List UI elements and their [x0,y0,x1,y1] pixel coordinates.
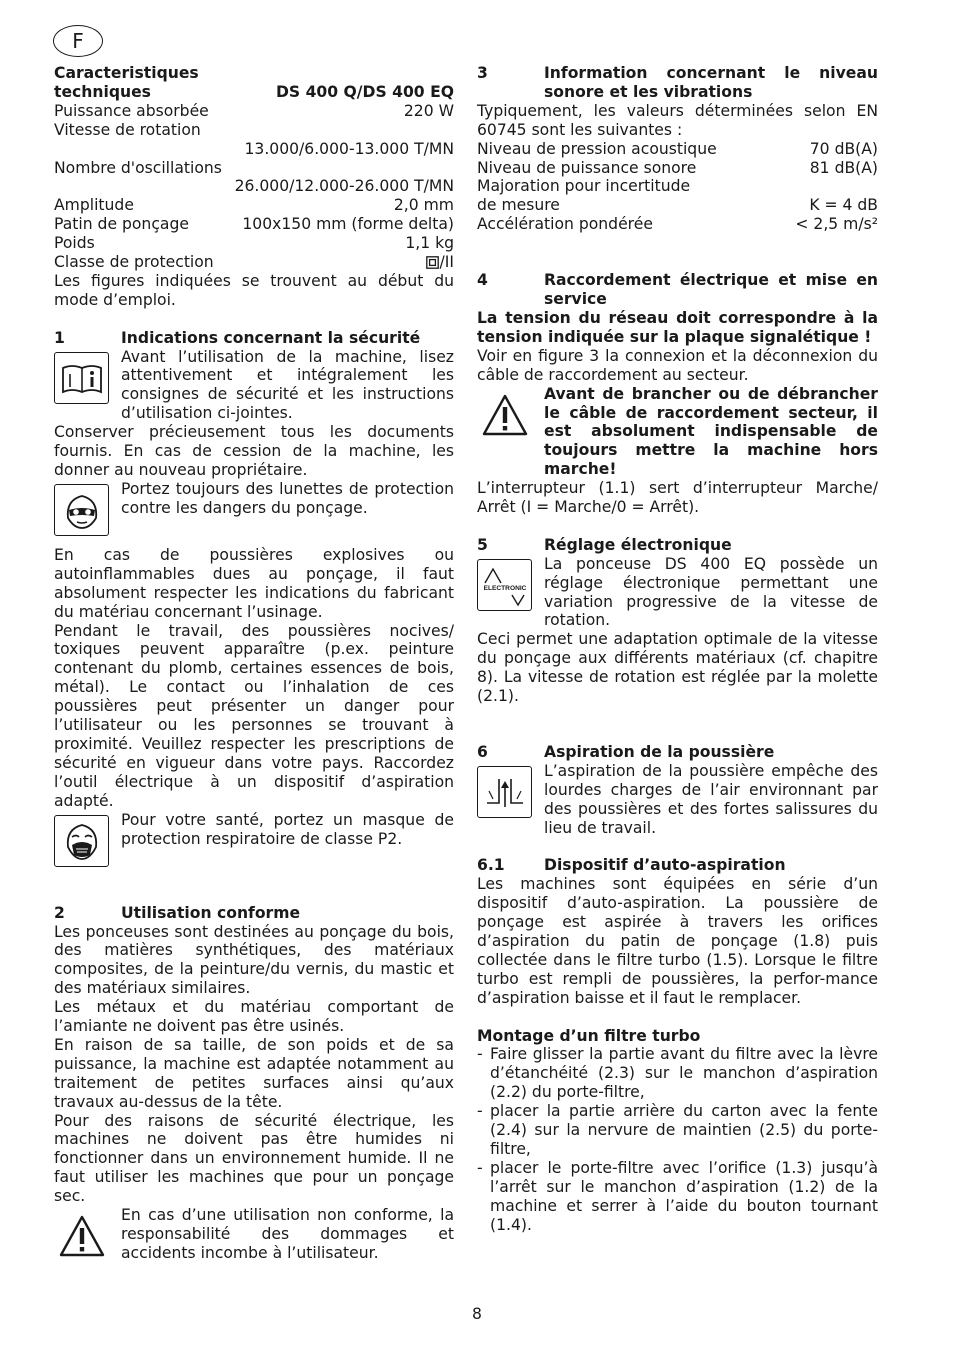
paragraph: Pour des raisons de sécurité électrique, les machines ne doivent pas être humides ni fonctionner dans un environnement humide. Il ne faut utiliser les machines que pour un ponçage sec. [54,1111,454,1206]
section-heading [477,743,878,762]
read-manual-icon [54,352,109,404]
spec-row-pad [54,215,454,234]
respirator-mask-icon [54,815,109,867]
paragraph: En cas de poussières explosives ou autoinflammables dues au ponçage, il faut absolument respecter les indications du fabricant du matériau concernant l’usinage. [54,545,454,621]
spec-label: Puissance absorbée [54,101,209,120]
specs-model: DS 400 Q/DS 400 EQ [275,82,454,101]
electronic-control-icon [477,559,532,611]
paragraph: La ponceuse DS 400 EQ possède un réglage électronique permettant une variation progressive de la vitesse de rotation. [544,554,878,630]
spec-value: 100x150 mm (forme delta) [242,215,454,234]
noise-label: de mesure [477,196,560,215]
list-item-text: Faire glisser la partie avant du filtre avec la lèvre d’étanchéité (2.3) sur le manchon d’aspiration (2.2) du porte-filtre, [490,1045,878,1102]
goggles-block [54,480,454,536]
noise-value: < 2,5 m/s² [795,215,878,234]
noise-row [477,140,878,159]
paragraph: Les ponceuses sont destinées au ponçage du bois, des matières synthétiques, des matériaux composites, de la peinture/du vernis, du mastic et des matériaux similaires. [54,922,454,998]
spec-label-speed: Vitesse de rotation [54,120,201,139]
safety-goggles-icon [54,484,109,536]
paragraph: En cas d’une utilisation non conforme, la responsabilité des dommages et accidents incombe à l’utilisateur. [121,1206,454,1262]
paragraph: Les métaux et du matériau comportant de l’amiante ne doivent pas être usinés. [54,998,454,1036]
section-number: 1 [54,328,65,347]
section-heading [477,536,878,555]
paragraph: Ceci permet une adaptation optimale de la vitesse du ponçage aux différents matériaux (cf. chapitre 8). La vitesse de rotation est réglée par la molette (2.1). [477,630,878,706]
right-column [477,64,878,1235]
paragraph: En raison de sa taille, de son poids et de sa puissance, la machine est adaptée notamment au traitement de petites surfaces ainsi qu’aux travaux au-dessus de la tête. [54,1035,454,1111]
noise-label: Majoration pour incertitude [477,177,691,196]
section-heading [477,271,878,309]
paragraph: L’interrupteur (1.1) sert d’interrupteur Marche/ Arrêt (I = Marche/0 = Arrêt). [477,479,878,517]
paragraph-bold: Avant de brancher ou de débrancher le câble de raccordement secteur, il est absolument indispensable de toujours mettre la machine hors marche! [544,384,878,479]
spec-row-weight [54,234,454,253]
spec-value-osc: 26.000/12.000-26.000 T/MN [234,177,454,196]
spec-value: /II [439,253,454,272]
section-heading [477,64,878,102]
section-title: Réglage électronique [544,535,732,554]
specs-title-2: techniques [54,82,151,101]
list-item: - placer le porte-filtre avec l’orifice (1.3) jusqu’à l’arrêt sur le manchon d’aspiration (1.2) de la machine et serrer à l’aide du bouton tournant (1.4). [477,1158,878,1234]
section-heading [54,329,454,348]
paragraph: Pendant le travail, des poussières nocives/ toxiques peuvent apparaître (p.ex. peinture contenant du plomb, certaines essences de bois, métal). Le contact ou l’inhalation de ces poussières peut présenter un danger pour l’utilisateur ou les personnes se trouvant à proximité. Veuillez respecter les prescriptions de sécurité en vigueur dans votre pays. Raccordez l’outil électrique à un dispositif d’aspiration adapté. [54,621,454,810]
paragraph: Typiquement, les valeurs déterminées selon EN 60745 sont les suivantes : [477,101,878,139]
paragraph: Voir en figure 3 la connexion et la déconnexion du câble de raccordement au secteur. [477,346,878,384]
spec-row-power [54,102,454,121]
power-warning-block [477,385,878,480]
list-item-text: placer le porte-filtre avec l’orifice (1.3) jusqu’à l’arrêt sur le manchon d’aspiration (1.2) de la machine et serrer à l’aide du bouton tournant (1.4). [490,1158,878,1234]
spec-value: 1,1 kg [405,234,454,253]
spec-label: Classe de protection [54,253,214,272]
section-title: Aspiration de la poussière [544,742,775,761]
double-insulation-icon [426,256,439,269]
spec-row-class [54,253,454,272]
noise-row [477,215,878,234]
paragraph-bold: La tension du réseau doit correspondre à la tension indiquée sur la plaque signalétique ! [477,308,878,346]
spec-value-class [426,253,454,272]
paragraph: Avant l’utilisation de la machine, lisez attentivement et intégralement les consignes de sécurité et les instructions d’utilisation ci-jointes. [121,347,454,423]
subheading: Montage d’un filtre turbo [477,1026,701,1045]
spec-label: Poids [54,234,95,253]
section-title: Raccordement électrique et mise en service [544,271,878,309]
spec-value-speed: 13.000/6.000-13.000 T/MN [244,139,454,158]
section-number: 5 [477,535,488,554]
specs-title-row [54,83,454,102]
spec-value: 2,0 mm [393,196,454,215]
noise-row [477,159,878,178]
section-number: 4 [477,271,488,290]
section-title: Information concernant le niveau sonore et les vibrations [544,64,878,101]
dust-extraction-block [477,762,878,838]
left-column [54,64,454,1263]
specs-note: Les figures indiquées se trouvent au début du mode d’emploi. [54,271,454,309]
paragraph: Les machines sont équipées en série d’un dispositif d’auto-aspiration. La poussière de ponçage est aspirée à travers les orifices d’aspiration du patin de ponçage (1.8) puis collectée dans le filtre turbo (1.5). Lorsque le filtre turbo est rempli de poussières, la perfor-mance d’aspiration baisse et il faut le remplacer. [477,875,878,1007]
spec-label: Amplitude [54,196,134,215]
language-badge: F [53,25,103,57]
noise-value: 70 dB(A) [809,139,878,158]
warning-icon [54,1210,109,1262]
section-title: Dispositif d’auto-aspiration [544,856,786,875]
section-number: 2 [54,903,65,922]
list-item-text: placer la partie arrière du carton avec la fente (2.4) sur la nervure de maintien (2.5) du porte-filtre, [490,1102,878,1158]
section-title: Indications concernant la sécurité [121,328,421,347]
noise-value: K = 4 dB [809,196,878,215]
spec-label-osc: Nombre d'oscillations [54,158,222,177]
noise-value: 81 dB(A) [809,158,878,177]
noise-label: Niveau de pression acoustique [477,139,717,158]
list-item: - placer la partie arrière du carton avec la fente (2.4) sur la nervure de maintien (2.5) du porte-filtre, [477,1102,878,1158]
mask-block [54,811,454,867]
warning-icon [477,389,532,441]
spec-label: Patin de ponçage [54,215,189,234]
electronic-label: ELECTRONIC [483,584,526,592]
list-item: - Faire glisser la partie avant du filtre avec la lèvre d’étanchéité (2.3) sur le manchon d’aspiration (2.2) du porte-filtre, [477,1045,878,1102]
section-number: 6.1 [477,856,505,875]
section-title: Utilisation conforme [121,903,301,922]
misuse-warning-block [54,1206,454,1263]
specs-title: Caracteristiques [54,64,199,82]
paragraph: Portez toujours des lunettes de protection contre les dangers du ponçage. [121,479,454,517]
paragraph: Pour votre santé, portez un masque de protection respiratoire de classe P2. [121,810,454,848]
section-heading [54,904,454,923]
noise-label: Niveau de puissance sonore [477,158,697,177]
noise-label: Accélération pondérée [477,215,653,234]
spec-value: 220 W [403,101,454,120]
page-number: 8 [472,1305,482,1323]
paragraph: Conserver précieusement tous les documents fournis. En cas de cession de la machine, les donner au nouveau propriétaire. [54,423,454,480]
paragraph: L’aspiration de la poussière empêche des lourdes charges de l’air environnant par des poussières et des fortes salissures du lieu de travail. [544,761,878,837]
section-number: 6 [477,742,488,761]
dust-extraction-icon [477,766,532,818]
noise-row [477,196,878,215]
section-heading [477,856,878,875]
section-number: 3 [477,64,488,82]
spec-row-amplitude [54,196,454,215]
electronic-block [477,555,878,631]
safety-read-block [54,348,454,424]
